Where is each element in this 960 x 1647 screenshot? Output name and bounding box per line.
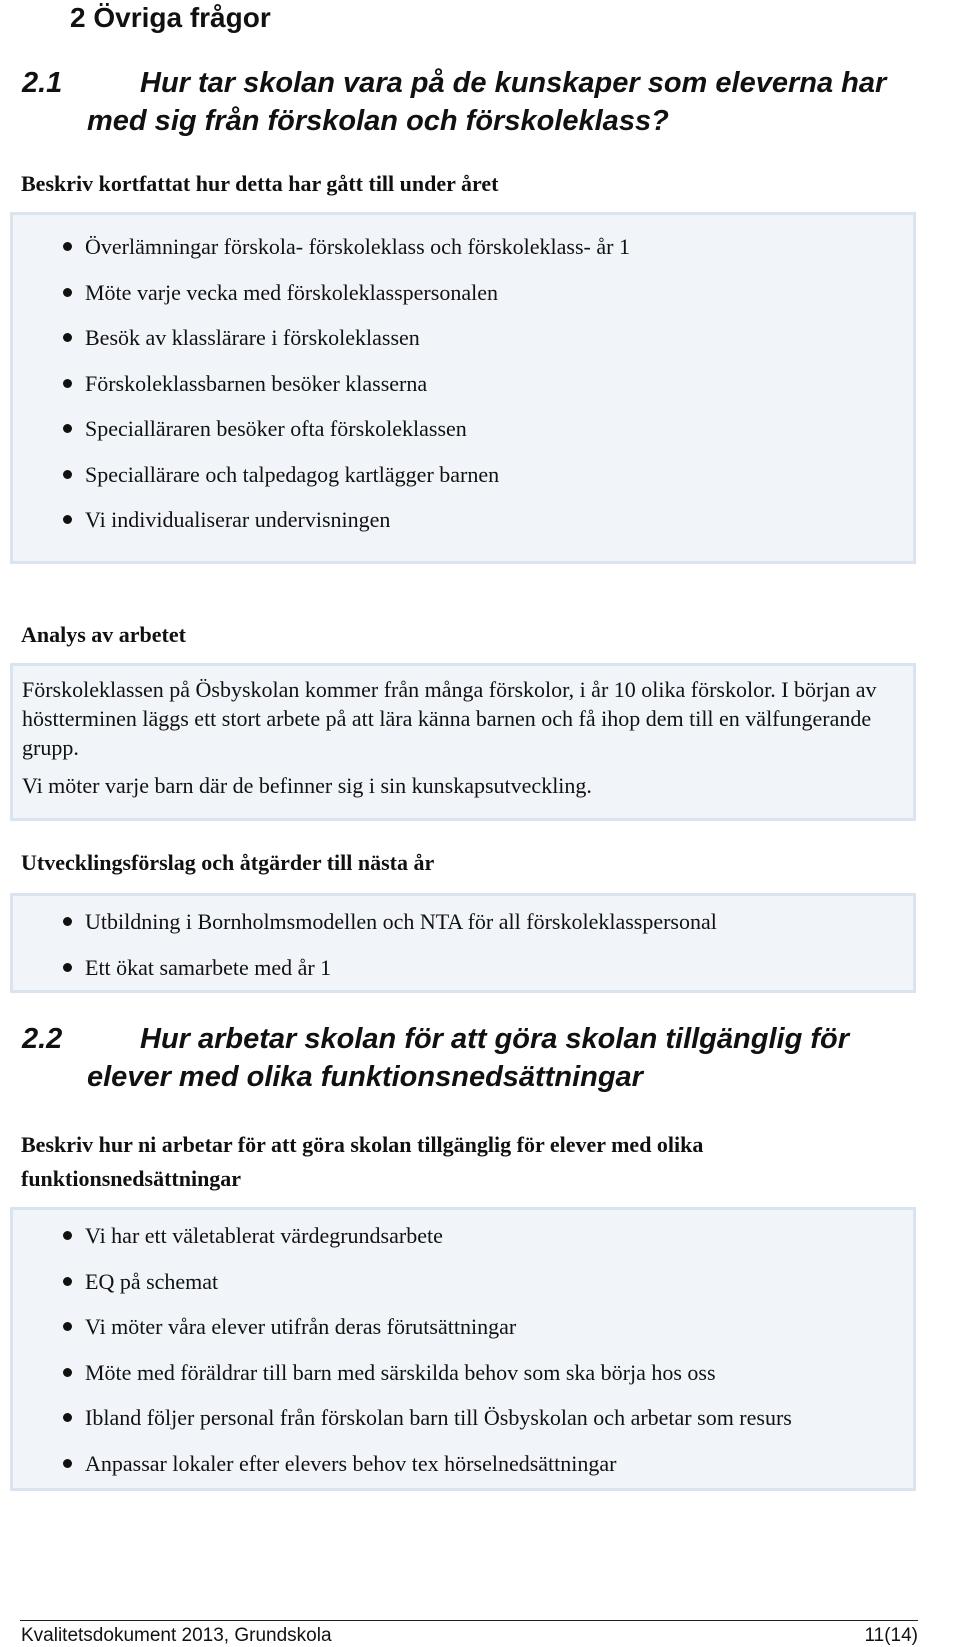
- bullet-icon: [63, 917, 72, 926]
- bullet-icon: [63, 424, 72, 433]
- describe-list: [13, 224, 913, 543]
- list-item: [13, 1395, 913, 1441]
- list-item: [13, 452, 913, 498]
- list-item-text: Vi har ett väletablerat värdegrundsarbete: [85, 1223, 443, 1248]
- list-item-text: Vi möter våra elever utifrån deras förutsättningar: [85, 1314, 517, 1339]
- list-item: [13, 1259, 913, 1305]
- analysis-label: Analys av arbetet: [21, 622, 186, 647]
- list-item-text: EQ på schemat: [85, 1268, 219, 1294]
- list-item: [13, 1304, 913, 1350]
- list-item-text: Överlämningar förskola- förskoleklass och förskoleklass- år 1: [85, 234, 630, 259]
- bullet-icon: [63, 1231, 72, 1240]
- bullet-icon: [63, 515, 72, 524]
- list-item-text: Möte varje vecka med förskoleklasspersonalen: [85, 279, 498, 305]
- section-title-line1: Hur tar skolan vara på de kunskaper som eleverna har: [140, 67, 887, 99]
- list-item: [13, 361, 913, 407]
- bullet-icon: [63, 963, 72, 972]
- describe-label: Beskriv hur ni arbetar för att göra skolan tillgänglig för elever med olika funktionsnedsättningar: [21, 1132, 704, 1191]
- bullet-icon: [63, 1322, 72, 1331]
- analysis-paragraph: Vi möter varje barn där de befinner sig i sin kunskapsutveckling.: [22, 773, 592, 798]
- development-box: [10, 893, 916, 993]
- describe-box: [10, 212, 916, 564]
- analysis-paragraph: Förskoleklassen på Ösbyskolan kommer från många förskolor, i år 10 olika förskolor. I början av höstterminen läggs ett stort arbete på att lära känna barnen och få ihop dem till en välfungerande grupp.: [22, 677, 877, 760]
- list-item-text: Förskoleklassbarnen besöker klasserna: [85, 370, 428, 396]
- bullet-icon: [63, 1368, 72, 1377]
- bullet-icon: [63, 242, 72, 251]
- list-item: [13, 270, 913, 316]
- list-item-text: Specialläraren besöker ofta förskoleklassen: [85, 416, 467, 441]
- describe-box: [10, 1207, 916, 1491]
- list-item-text: Anpassar lokaler efter elevers behov tex hörselnedsättningar: [85, 1450, 617, 1476]
- section-2-1-heading: [22, 64, 922, 144]
- bullet-icon: [63, 1277, 72, 1286]
- list-item-text: Möte med föräldrar till barn med särskilda behov som ska börja hos oss: [85, 1359, 716, 1385]
- footer-divider: [20, 1620, 918, 1621]
- footer-page-number: 11(14): [864, 1625, 918, 1646]
- list-item-text: Vi individualiserar undervisningen: [85, 507, 391, 532]
- analysis-box: [10, 663, 916, 821]
- section-title-line1: Hur arbetar skolan för att göra skolan tillgänglig för: [140, 1023, 849, 1055]
- bullet-icon: [63, 1459, 72, 1468]
- list-item: [13, 315, 913, 361]
- list-item: [13, 899, 913, 945]
- list-item-text: Ibland följer personal från förskolan barn till Ösbyskolan och arbetar som resurs: [85, 1405, 792, 1430]
- list-item: [13, 945, 913, 991]
- bullet-icon: [63, 288, 72, 297]
- bullet-icon: [63, 333, 72, 342]
- footer-document-title: Kvalitetsdokument 2013, Grundskola: [21, 1625, 332, 1646]
- list-item-text: Besök av klasslärare i förskoleklassen: [85, 325, 420, 350]
- bullet-icon: [63, 470, 72, 479]
- list-item: [13, 1441, 913, 1487]
- list-item-text: Speciallärare och talpedagog kartlägger barnen: [85, 461, 500, 487]
- bullet-icon: [63, 1413, 72, 1422]
- list-item: [13, 406, 913, 452]
- describe-label: Beskriv kortfattat hur detta har gått till under året: [21, 171, 499, 196]
- section-number: 2.1: [22, 67, 63, 99]
- list-item-text: Utbildning i Bornholmsmodellen och NTA för all förskoleklasspersonal: [85, 909, 717, 934]
- list-item: [13, 1213, 913, 1259]
- list-item: [13, 1350, 913, 1396]
- section-number: 2.2: [22, 1023, 63, 1055]
- development-label: Utvecklingsförslag och åtgärder till nästa år: [21, 850, 435, 875]
- list-item: [13, 224, 913, 270]
- section-title-line2: elever med olika funktionsnedsättningar: [87, 1061, 643, 1093]
- development-list: [13, 899, 913, 990]
- list-item-text: Ett ökat samarbete med år 1: [85, 954, 332, 980]
- section-title-line2: med sig från förskolan och förskoleklass?: [87, 105, 669, 137]
- section-2-2-heading: [22, 1020, 922, 1100]
- chapter-title: 2 Övriga frågor: [70, 2, 271, 33]
- bullet-icon: [63, 379, 72, 388]
- describe-list: [13, 1213, 913, 1486]
- list-item: [13, 497, 913, 543]
